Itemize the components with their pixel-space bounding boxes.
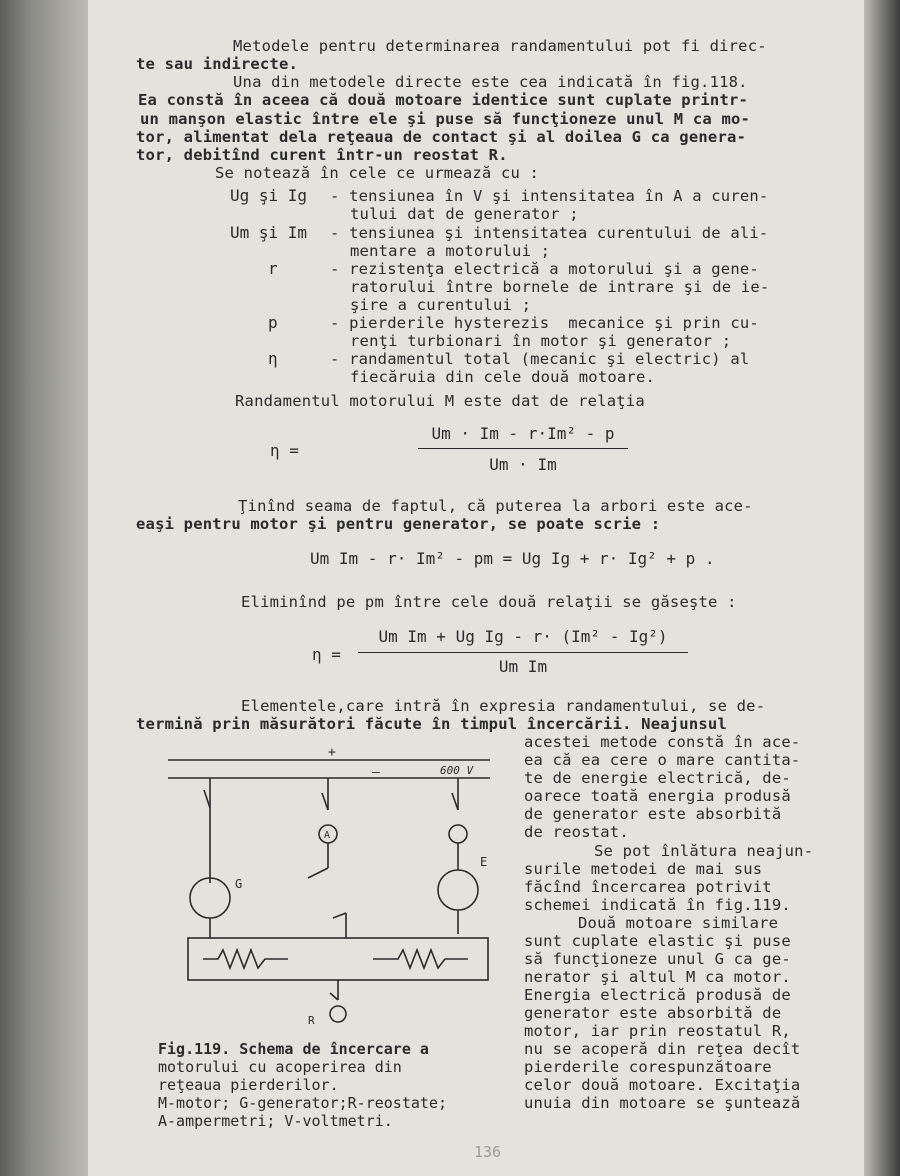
switch-left [204,790,210,808]
figure-caption: reţeaua pierderilor. [158,1076,339,1094]
text-line: Două motoare similare [578,914,779,932]
generator-machine [190,878,230,918]
definition-symbol: Ug şi Ig [230,186,308,205]
switch-right [452,793,458,810]
text-line: eaşi pentru motor şi pentru generator, se poate scrie : [136,515,661,533]
text-line: Energia electrică produsă de [524,986,791,1004]
text-line: celor două motoare. Excitaţia [524,1076,801,1094]
definition-text: mentare a motorului ; [350,242,551,260]
scan-right-margin [864,0,900,1176]
definition-text: - pierderile hysterezis mecanice şi prin cu- [330,314,759,332]
text-line: Metodele pentru determinarea randamentului pot fi direc- [233,37,767,55]
text-line: acestei metode constă în ace- [524,733,801,751]
text-line: pierderile corespunzătoare [524,1058,772,1076]
rheostat-r [330,1006,346,1022]
text-line: motor, iar prin reostatul R, [524,1022,791,1040]
text-line: Una din metodele directe este cea indicată în fig.118. [233,73,748,91]
definition-text: - randamentul total (mecanic şi electric) al [330,350,750,368]
motor-machine [438,870,478,910]
plus-label: + [328,745,336,760]
definition-symbol: Um şi Im [230,223,308,242]
text-line: tor, alimentat dela reţeaua de contact şi al doilea G ca genera- [136,128,747,146]
text-line: Elementele,care intră în expresia randamentului, se de- [241,697,766,715]
equation-denominator: Um Im [498,657,548,676]
definition-text: fiecăruia din cele două motoare. [350,368,656,386]
definition-text: tului dat de generator ; [350,205,579,223]
definition-symbol: r [268,259,278,278]
equation-lhs: η = [270,441,299,460]
text-line: generator este absorbită de [524,1004,782,1022]
definition-text: - tensiunea în V şi intensitatea în A a curen- [330,187,769,205]
motor-label: E [480,855,488,869]
definition-text: şire a curentului ; [350,296,532,314]
scan-left-margin [0,0,88,1176]
figure-caption: A-ampermetri; V-voltmetri. [158,1112,393,1130]
equation-lhs: η = [312,645,341,664]
fraction-bar [418,448,628,449]
text-line: făcînd încercarea potrivit [524,878,772,896]
document-page [88,0,864,1176]
text-line: surile metodei de mai sus [524,860,763,878]
text-line: de reostat. [524,823,629,841]
text-line: Se notează în cele ce urmează cu : [215,164,540,182]
text-line: nu se acoperă din reţea decît [524,1040,801,1058]
text-line: Se pot înlătura neajun- [594,842,814,860]
rheostat-label: R [308,1014,315,1027]
minus-label: — [372,765,380,780]
text-line: te sau indirecte. [136,55,299,73]
definition-text: - tensiunea şi intensitatea curentului de ali- [330,224,769,242]
text-line: Ţinînd seama de faptul, că puterea la arbori este ace- [238,497,753,515]
voltage-label: 600 V [440,764,474,777]
field-rheostat-left [203,950,288,968]
page-number: 136 [474,1143,502,1161]
switch-bottom [330,993,338,1000]
text-line: Ea constă în aceea că două motoare identice sunt cuplate printr- [138,91,749,109]
equation-denominator: Um · Im [489,455,557,474]
equation-numerator: Um Im + Ug Ig - r· (Im² - Ig²) [378,627,668,646]
text-line: sunt cuplate elastic şi puse [524,932,791,950]
text-line: unuia din motoare se şuntează [524,1094,801,1112]
text-line: schemei indicată în fig.119. [524,896,791,914]
figure-caption: M-motor; G-generator;R-reostate; [158,1094,447,1112]
text-line: termină prin măsurători făcute în timpul încercării. Neajunsul [136,715,727,733]
fraction-bar [358,652,688,653]
text-line: te de energie electrică, de- [524,769,791,787]
switch-middle [322,793,328,810]
text-line: tor, debitînd curent într-un reostat R. [136,146,508,164]
definition-text: - rezistenţa electrică a motorului şi a gene- [330,260,759,278]
field-rheostat-right [373,950,468,968]
text-line: un manşon elastic între ele şi puse să funcţioneze unul M ca mo- [140,110,751,128]
text-line: să funcţioneze unul G ca ge- [524,950,791,968]
figure-caption: Fig.119. Schema de încercare a [158,1040,429,1058]
equation-line: Um Im - r· Im² - pm = Ug Ig + r· Ig² + p . [310,549,715,568]
figure-caption: motorului cu acoperirea din [158,1058,402,1076]
text-line: Eliminînd pe pm între cele două relaţii se găseşte : [241,593,737,611]
text-line: oarece toată energia produsă [524,787,791,805]
generator-label: G [235,877,243,891]
definition-symbol: η [268,349,278,368]
text-line: ea că ea cere o mare cantita- [524,751,801,769]
definition-text: renţi turbionari în motor şi generator ; [350,332,732,350]
definition-text: ratorului între bornele de intrare şi de ie- [350,278,770,296]
ammeter-right [449,825,467,843]
definition-symbol: p [268,313,278,332]
ammeter-label: A [324,830,331,841]
equation-numerator: Um · Im - r·Im² - p [431,424,615,443]
text-line: Randamentul motorului M este dat de relaţia [235,392,645,410]
circuit-diagram [158,738,498,1038]
text-line: nerator şi altul M ca motor. [524,968,791,986]
text-line: de generator este absorbită [524,805,782,823]
